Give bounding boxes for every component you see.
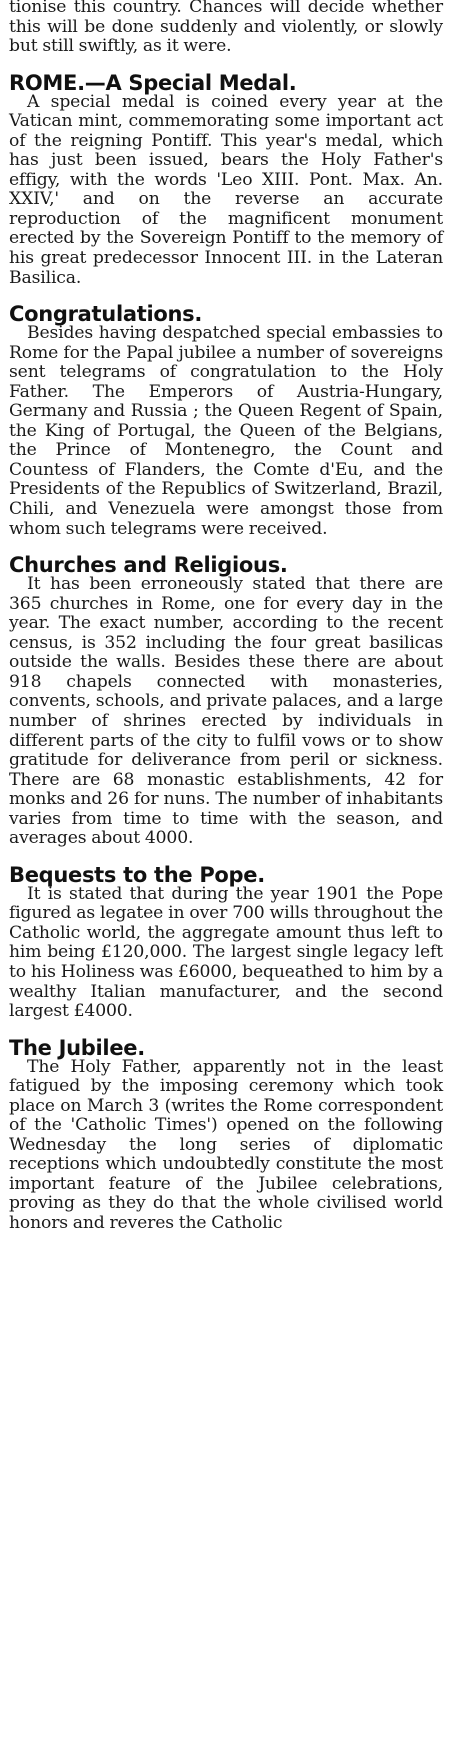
section-body-text: It has been erroneously stated that there are 365 churches in Rome, one for every day in the year. The exact number, according to the recent census, is 352 including the four great basilicas outside the walls. Besides these there are about 918 chapels connected with monasteries, convents, schools, and private palaces, and a large number of shrines erected by individuals in different parts of the city to fulfil vows or to show gratitude for deliverance from peril or sickness. There are 68 monastic establishments, 42 for monks and 26 for nuns. The number of inhabitants varies from time to time with the season, and averages about 4000. <box>9 574 443 849</box>
section-heading: Congratulations. <box>9 302 202 327</box>
section-body <box>9 324 443 539</box>
newspaper-column <box>9 0 443 1234</box>
section-heading: Churches and Religious. <box>9 553 288 578</box>
opening-paragraph <box>9 0 443 57</box>
section-body-text: It is stated that during the year 1901 the Pope figured as legatee in over 700 wills throughout the Catholic world, the aggregate amount thus left to him being £120,000. The largest single legacy left to his Holiness was £6000, bequeathed to him by a wealthy Italian manufacturer, and the second largest £4000. <box>9 883 443 1022</box>
section-body <box>9 93 443 288</box>
section-rome-medal <box>9 70 443 288</box>
section-body <box>9 575 443 849</box>
section-churches-religious <box>9 552 443 849</box>
opening-text: tionise this country. Chances will decide whether this will be done suddenly and violently, or slowly but still swiftly, as it were. <box>9 0 443 57</box>
section-body-text: Besides having despatched special embassies to Rome for the Papal jubilee a number of sovereigns sent telegrams of congratulation to the Holy Father. The Emperors of Austria-Hungary, Germany and Russia ; the Queen Regent of Spain, the King of Portugal, the Queen of the Belgians, the Prince of Montenegro, the Count and Countess of Flanders, the Comte d'Eu, and the Presidents of the Republics of Switzerland, Brazil, Chili, and Venezuela were amongst those from whom such telegrams were received. <box>9 323 443 539</box>
section-body-text: A special medal is coined every year at the Vatican mint, commemorating some important act of the reigning Pontiff. This year's medal, which has just been issued, bears the Holy Father's effigy, with the words 'Leo XIII. Pont. Max. An. XXIV,' and on the reverse an accurate reproduction of the magnificent monument erected by the Sovereign Pontiff to the memory of his great predecessor Innocent III. in the Lateran Basilica. <box>9 91 443 288</box>
section-body <box>9 885 443 1022</box>
section-heading: Bequests to the Pope. <box>9 862 265 887</box>
section-bequests-pope <box>9 862 443 1022</box>
section-body-text: The Holy Father, apparently not in the least fatigued by the imposing ceremony which took place on March 3 (writes the Rome correspondent of the 'Catholic Times') opened on the following Wednesday the long series of diplomatic receptions which undoubtedly constitute the most important feature of the Jubilee celebrations, proving as they do that the whole civilised world honors and reveres the Catholic <box>9 1056 443 1233</box>
section-congratulations <box>9 301 443 539</box>
section-heading: The Jubilee. <box>9 1035 145 1060</box>
section-body <box>9 1058 443 1234</box>
section-heading: ROME.—A Special Medal. <box>9 70 297 95</box>
section-jubilee <box>9 1035 443 1234</box>
